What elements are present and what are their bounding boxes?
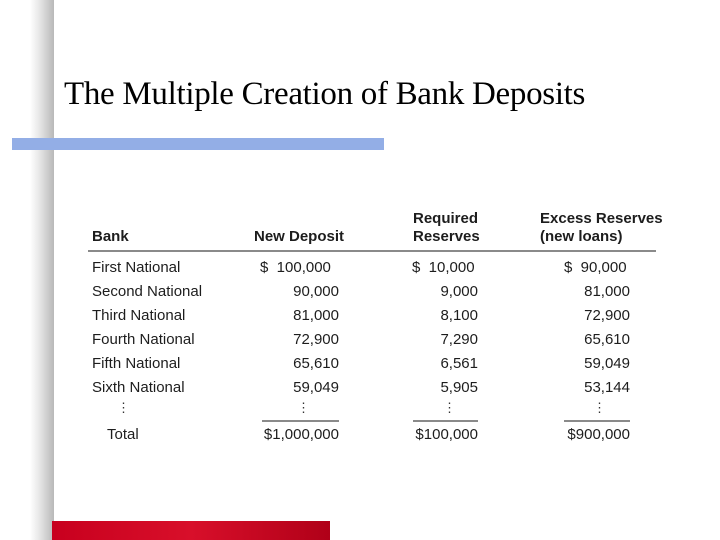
header-new-deposit: New Deposit [254, 228, 345, 245]
table-row-required: $ 10,000 [412, 259, 475, 276]
table-row-deposit: 81,000 [293, 307, 339, 324]
header-rule [88, 250, 656, 252]
header-excess-line1: Excess Reserves [540, 210, 663, 227]
table-row-bank: First National [92, 259, 181, 276]
table-row-required: 8,100 [440, 307, 478, 324]
table-row-excess: 65,610 [584, 331, 630, 348]
header-required-line2: Reserves [413, 228, 480, 245]
table-row-excess: 59,049 [584, 355, 630, 372]
table-row-bank: Third National [92, 307, 186, 324]
table-row-required: 7,290 [440, 331, 478, 348]
table-row-required: 6,561 [440, 355, 478, 372]
ellipsis-bank: ⋮ [117, 400, 130, 415]
total-required: $100,000 [415, 426, 478, 443]
deposit-sum-rule [262, 420, 339, 422]
table-row-excess: 81,000 [584, 283, 630, 300]
total-label: Total [107, 426, 139, 443]
bottom-decorative-bar [52, 521, 330, 540]
header-excess-line2: (new loans) [540, 228, 623, 245]
table-row-bank: Second National [92, 283, 203, 300]
excess-sum-rule [564, 420, 630, 422]
ellipsis-required: ⋮ [443, 400, 456, 415]
table-row-bank: Sixth National [92, 379, 185, 396]
required-sum-rule [413, 420, 478, 422]
table-row-required: 9,000 [440, 283, 478, 300]
header-bank: Bank [92, 228, 129, 245]
table-row-deposit: 65,610 [293, 355, 339, 372]
table-row-excess: 53,144 [584, 379, 630, 396]
total-deposit: $1,000,000 [263, 426, 339, 443]
table-row-required: 5,905 [440, 379, 478, 396]
slide-title: The Multiple Creation of Bank Deposits [64, 76, 586, 112]
table-row-excess: $ 90,000 [564, 259, 627, 276]
total-excess: $900,000 [567, 426, 630, 443]
table-row-deposit: 72,900 [293, 331, 339, 348]
table-row-bank: Fifth National [92, 355, 181, 372]
ellipsis-deposit: ⋮ [297, 400, 310, 415]
header-required-line1: Required [413, 210, 479, 227]
ellipsis-excess: ⋮ [593, 400, 606, 415]
table-row-excess: 72,900 [584, 307, 630, 324]
table-row-deposit: 90,000 [293, 283, 339, 300]
table-row-deposit: $ 100,000 [260, 259, 331, 276]
table-row-bank: Fourth National [92, 331, 195, 348]
table-row-deposit: 59,049 [293, 379, 339, 396]
